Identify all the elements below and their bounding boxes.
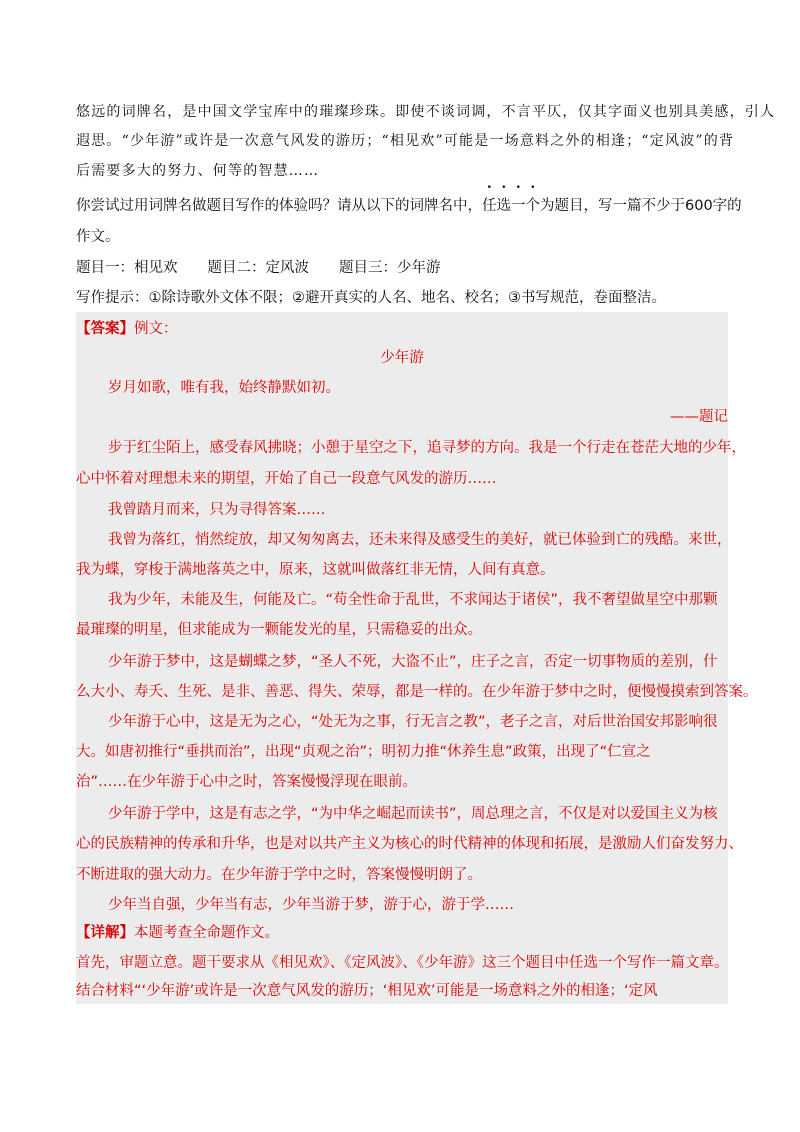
detail-label: 【详解】 <box>76 925 134 941</box>
essay-title: 少年游 <box>380 350 424 366</box>
answer-heading <box>76 317 178 338</box>
essay-line: 心中怀着对理想未来的期望，开始了自己一段意气风发的游历…… <box>76 471 497 487</box>
prompt-line-1 <box>76 194 742 215</box>
epigraph-source: ——题记 <box>670 409 728 425</box>
title-option-3: 题目三：少年游 <box>339 260 441 276</box>
emphasis-char-2: 选 <box>496 198 511 214</box>
title-option-1: 题目一：相见欢 <box>76 260 178 276</box>
essay-line: 少年游于心中，这是无为之心，“处无为之事，行无言之教”，老子之言，对后世治国安邦影响很 <box>108 714 718 730</box>
essay-line: 心的民族精神的传承和升华，也是对以共产主义为核心的时代精神的体现和拓展，是激励人们奋发努力、 <box>76 836 743 852</box>
detail-line: 首先，审题立意。题干要求从《相见欢》、《定风波》、《少年游》这三个题目中任选一个写作一篇文章。 <box>76 955 729 971</box>
prompt-text-before: 你尝试过用词牌名做题目写作的体验吗？请从以下的词牌名中， <box>76 198 482 214</box>
title-options <box>76 256 441 277</box>
essay-line: 少年游于学中，这是有志之学，“为中华之崛起而读书”，周总理之言，不仅是对以爱国主义为核 <box>108 806 718 822</box>
essay-line: 我曾为落红，悄然绽放，却又匆匆离去，还未来得及感受生的美好，就已体验到亡的残酷。来世， <box>108 532 732 548</box>
detail-label-suffix: 本题考查全命题作文。 <box>134 925 279 941</box>
essay-line: 步于红尘陌上，感受春风拂晓；小憩于星空之下，追寻梦的方向。我是一个行走在苍茫大地的少年， <box>108 440 746 456</box>
epigraph: 岁月如歌，唯有我，始终静默如初。 <box>108 380 340 396</box>
essay-line: 我为蝶，穿梭于满地落英之中，原来，这就叫做落红非无情，人间有真意。 <box>76 562 555 578</box>
emphasis-char-1: 任 <box>482 198 497 214</box>
intro-line-1: 悠远的词牌名，是中国文学宝库中的璀璨珍珠。即使不谈词调，不言平仄，仅其字面义也别具美感，引人 <box>76 104 776 120</box>
emphasis-char-3: 一 <box>511 198 526 214</box>
detail-line: 结合材料“‘少年游’或许是一次意气风发的游历；‘相见欢’可能是一场意料之外的相逢；‘定风 <box>76 983 658 999</box>
title-option-2: 题目二：定风波 <box>207 260 309 276</box>
prompt-text-after: 为题目，写一篇不少于600字的 <box>540 198 742 214</box>
essay-line: 不断进取的强大动力。在少年游于学中之时，答案慢慢明朗了。 <box>76 867 482 883</box>
essay-line: 少年当自强，少年当有志，少年当游于梦，游于心，游于学…… <box>108 897 514 913</box>
essay-line: 少年游于梦中，这是蝴蝶之梦，“圣人不死，大盗不止”，庄子之言，否定一切事物质的差别，什 <box>108 654 718 670</box>
essay-line: 最璀璨的明星，但求能成为一颗能发光的星，只需稳妥的出众。 <box>76 622 482 638</box>
answer-label-suffix: 例文： <box>134 321 178 337</box>
essay-line: 大。如唐初推行“垂拱而治”，出现“贞观之治”；明初力推“休养生息”政策，出现了“仁宣之 <box>76 744 651 760</box>
answer-section <box>76 312 758 1004</box>
detail-heading <box>76 921 279 942</box>
essay-line: 治”……在少年游于心中之时，答案慢慢浮现在眼前。 <box>76 774 418 790</box>
essay-line: 我为少年，未能及生，何能及亡。“苟全性命于乱世，不求闻达于诸侯”，我不奢望做星空中那颗 <box>108 592 718 608</box>
prompt-line-2: 作文。 <box>76 229 120 245</box>
intro-line-3: 后需要多大的努力、何等的智慧…… <box>76 163 320 179</box>
answer-label: 【答案】 <box>76 321 134 337</box>
writing-tips: 写作提示：①除诗歌外文体不限；②避开真实的人名、地名、校名；③书写规范，卷面整洁。 <box>76 290 666 306</box>
essay-line: 我曾踏月而来，只为寻得答案…… <box>108 502 326 518</box>
essay-line: 么大小、寿夭、生死、是非、善恶、得失、荣辱，都是一样的。在少年游于梦中之时，便慢慢摸索到答案。 <box>76 684 758 700</box>
emphasis-char-4: 个 <box>525 198 540 214</box>
intro-line-2: 遐思。“少年游”或许是一次意气风发的游历；“相见欢”可能是一场意料之外的相逢；“定风波”的背 <box>76 133 735 149</box>
